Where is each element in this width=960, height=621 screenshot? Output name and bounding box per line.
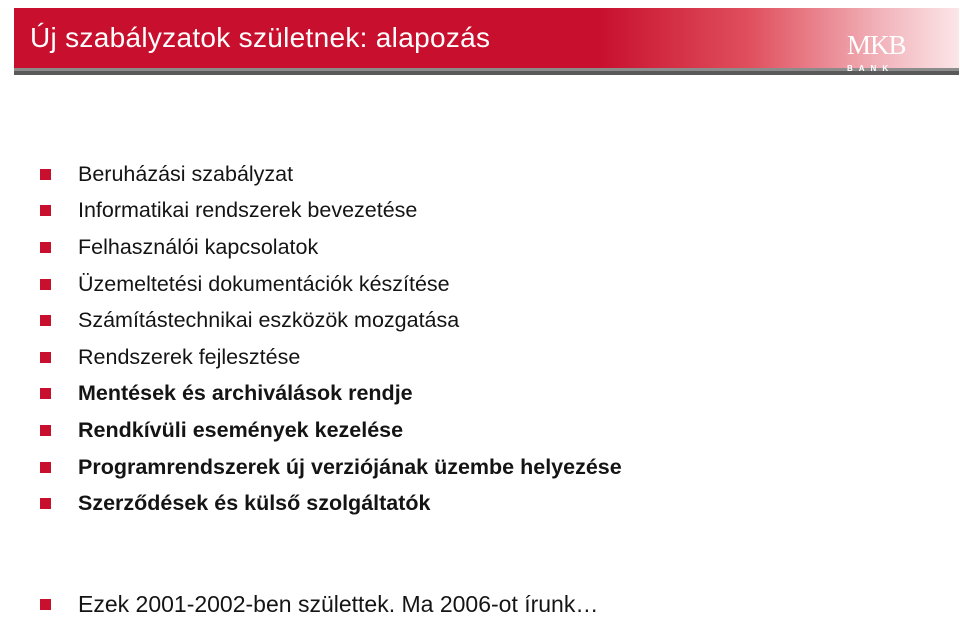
list-item (40, 193, 622, 230)
mkb-bank-logo (847, 32, 907, 72)
list-item-text: Rendszerek fejlesztése (78, 344, 301, 369)
list-item-text: Beruházási szabályzat (78, 161, 294, 186)
bullet-square-icon (40, 169, 51, 180)
list-item-text: Informatikai rendszerek bevezetése (78, 198, 418, 223)
list-item-text: Felhasználói kapcsolatok (78, 234, 319, 259)
list-item-text: Szerződések és külső szolgáltatók (78, 491, 431, 516)
bullet-square-icon (40, 315, 51, 326)
list-item (40, 449, 622, 486)
slide-header (14, 8, 959, 76)
footer-text: Ezek 2001-2002-ben születtek. Ma 2006-ot írunk… (78, 591, 599, 617)
bullet-square-icon (40, 462, 51, 473)
list-item (40, 229, 622, 266)
slide-title: Új szabályzatok születnek: alapozás (30, 22, 491, 53)
list-item-text: Üzemeltetési dokumentációk készítése (78, 271, 450, 296)
bullet-square-icon (40, 352, 51, 363)
bullet-square-icon (40, 388, 51, 399)
list-item-text: Rendkívüli események kezelése (78, 417, 404, 442)
list-item (40, 376, 622, 413)
bullet-list (40, 156, 622, 522)
logo-subtitle: BANK (847, 64, 895, 73)
bullet-square-icon (40, 279, 51, 290)
list-item (40, 412, 622, 449)
list-item-text: Számítástechnikai eszközök mozgatása (78, 308, 460, 333)
list-item (40, 156, 622, 193)
list-item-text: Mentések és archiválások rendje (78, 381, 413, 406)
header-banner (14, 8, 959, 71)
list-item-text: Programrendszerek új verziójának üzembe helyezése (78, 454, 622, 479)
footer-note (40, 591, 598, 618)
list-item (40, 339, 622, 376)
logo-mark: MKB (847, 30, 906, 60)
bullet-square-icon (40, 425, 51, 436)
list-item (40, 302, 622, 339)
bullet-square-icon (40, 498, 51, 509)
bullet-square-icon (40, 242, 51, 253)
list-item (40, 266, 622, 303)
list-item (40, 485, 622, 522)
bullet-square-icon (40, 599, 51, 610)
bullet-square-icon (40, 205, 51, 216)
